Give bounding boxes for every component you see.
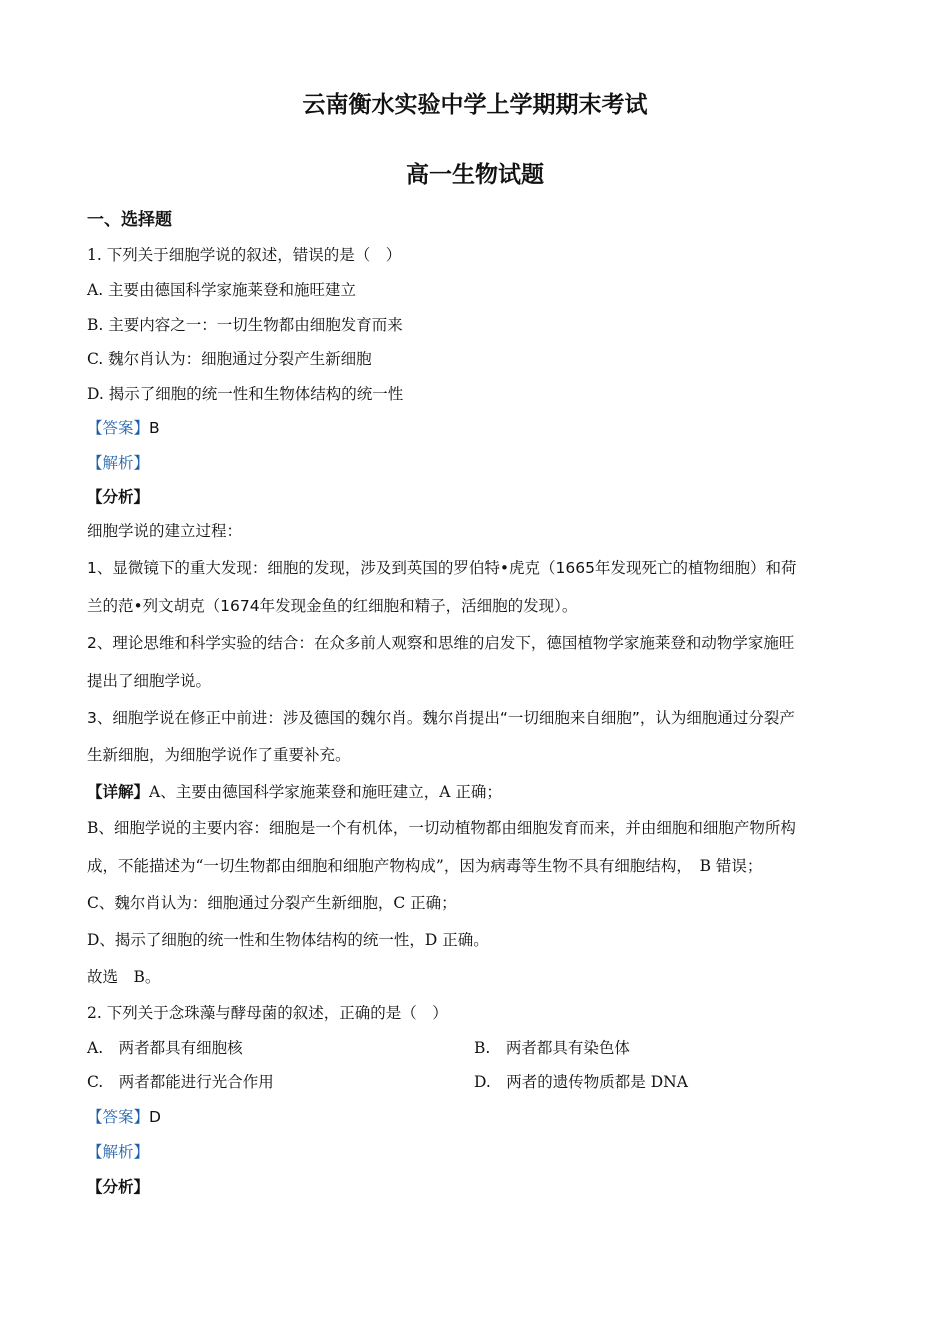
q2-answer xyxy=(87,1107,161,1127)
q1-detail-line: C、魏尔肖认为：细胞通过分裂产生新细胞，C 正确； xyxy=(87,894,457,912)
q1-conclusion: 故选 B。 xyxy=(87,968,161,986)
answer-value: D xyxy=(149,1108,161,1126)
q2-jiexi-tag: 【解析】 xyxy=(87,1143,150,1161)
q1-detail-line: D、揭示了细胞的统一性和生物体结构的统一性，D 正确。 xyxy=(87,931,489,949)
answer-value: B xyxy=(149,419,160,437)
q1-analysis-line: 兰的范•列文胡克（1674年发现金鱼的红细胞和精子，活细胞的发现）。 xyxy=(87,597,578,615)
q2-option-b: B. 两者都具有染色体 xyxy=(474,1039,630,1057)
q1-analysis-line: 3、细胞学说在修正中前进：涉及德国的魏尔肖。魏尔肖提出“一切细胞来自细胞”，认为细胞通过分裂产 xyxy=(87,709,795,727)
q1-option-c: C. 魏尔肖认为：细胞通过分裂产生新细胞 xyxy=(87,350,372,368)
q2-stem: 2. 下列关于念珠藻与酵母菌的叙述，正确的是（ ） xyxy=(87,1004,448,1022)
q2-fenxi-tag: 【分析】 xyxy=(87,1178,150,1196)
q1-analysis-line: 1、显微镜下的重大发现：细胞的发现，涉及到英国的罗伯特•虎克（1665年发现死亡的植物细胞）和荷 xyxy=(87,559,797,577)
q1-option-d: D. 揭示了细胞的统一性和生物体结构的统一性 xyxy=(87,385,404,403)
q2-option-d: D. 两者的遗传物质都是 DNA xyxy=(474,1073,688,1091)
exam-title: 云南衡水实验中学上学期期末考试 xyxy=(302,92,648,118)
q1-answer xyxy=(87,418,160,438)
q1-analysis-line: 生新细胞，为细胞学说作了重要补充。 xyxy=(87,746,351,764)
q2-option-a: A. 两者都具有细胞核 xyxy=(87,1039,243,1057)
section-heading: 一、选择题 xyxy=(87,210,172,230)
q1-fenxi-tag: 【分析】 xyxy=(87,488,150,506)
q1-detail-line: 【详解】A、主要由德国科学家施莱登和施旺建立，A 正确； xyxy=(87,783,502,801)
q1-analysis-line: 提出了细胞学说。 xyxy=(87,672,212,690)
subject-title: 高一生物试题 xyxy=(406,162,544,188)
q1-stem: 1. 下列关于细胞学说的叙述，错误的是（ ） xyxy=(87,246,402,264)
answer-tag: 【答案】 xyxy=(87,1108,150,1126)
detail-tag: 【详解】 xyxy=(87,783,150,801)
answer-tag: 【答案】 xyxy=(87,419,150,437)
q1-analysis-line: 2、理论思维和科学实验的结合：在众多前人观察和思维的启发下，德国植物学家施莱登和动物学家施旺 xyxy=(87,634,795,652)
q1-analysis-line: 细胞学说的建立过程： xyxy=(87,522,243,540)
q2-option-c: C. 两者都能进行光合作用 xyxy=(87,1073,274,1091)
q1-option-a: A. 主要由德国科学家施莱登和施旺建立 xyxy=(87,281,357,299)
q1-detail-line: B、细胞学说的主要内容：细胞是一个有机体，一切动植物都由细胞发育而来，并由细胞和细胞产物所构 xyxy=(87,819,796,837)
q1-option-b: B. 主要内容之一：一切生物都由细胞发育而来 xyxy=(87,316,403,334)
q1-detail-line: 成，不能描述为“一切生物都由细胞和细胞产物构成”，因为病毒等生物不具有细胞结构， B 错误； xyxy=(87,857,763,875)
q1-jiexi-tag: 【解析】 xyxy=(87,454,150,472)
